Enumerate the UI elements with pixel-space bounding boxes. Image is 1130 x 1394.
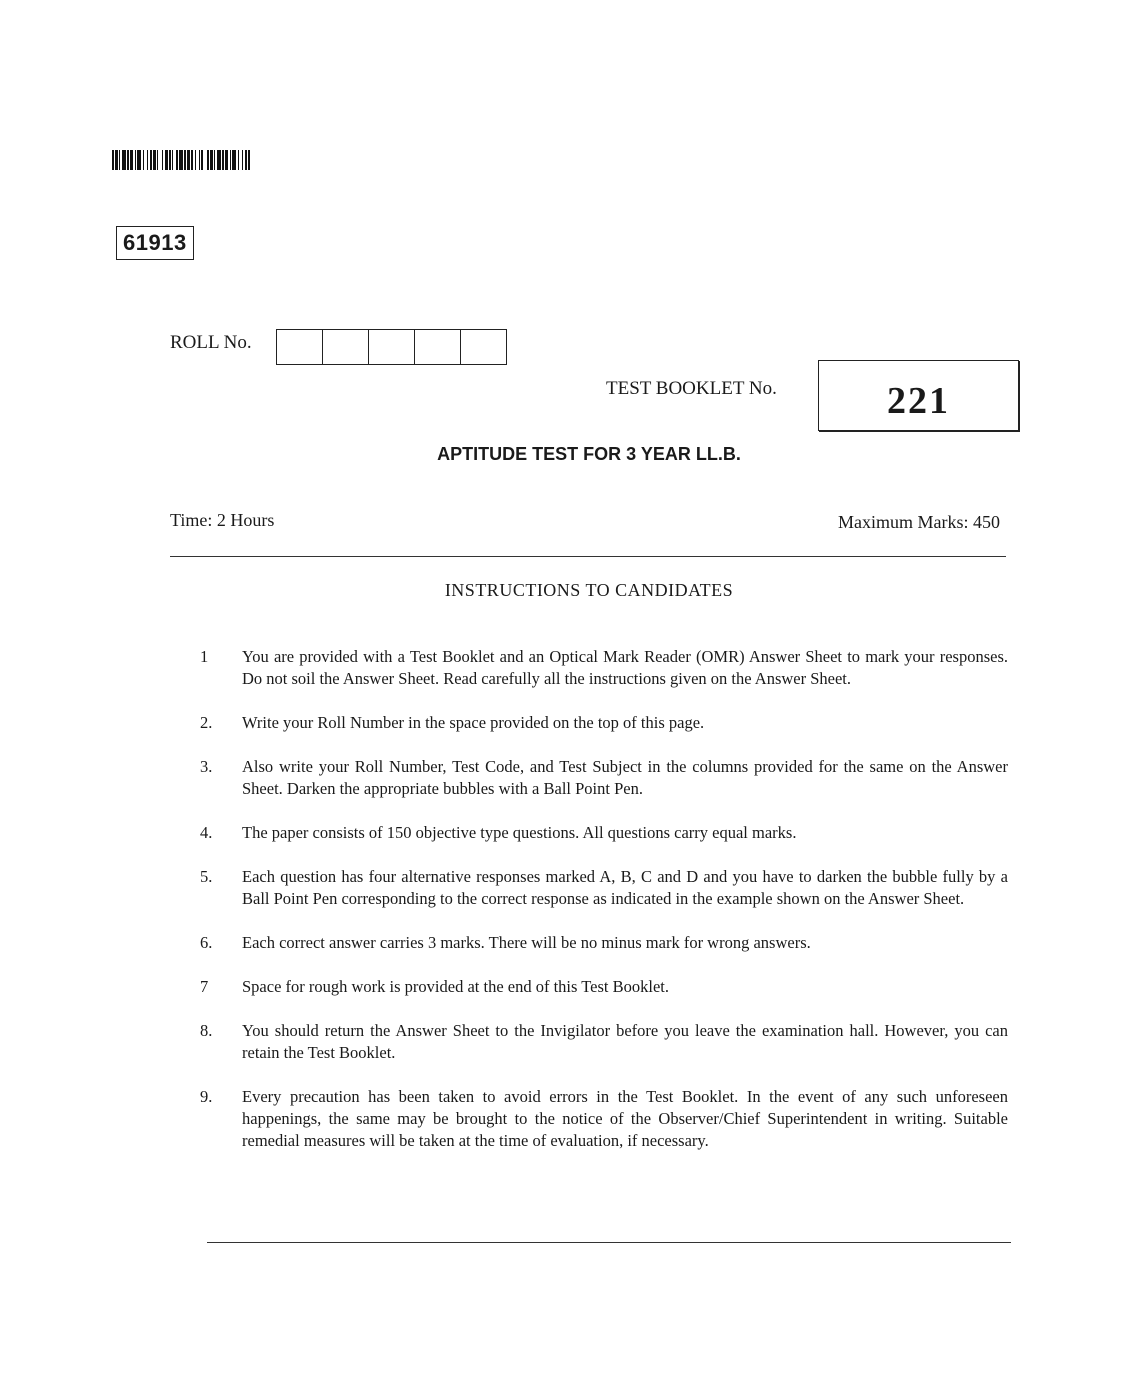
instruction-text: The paper consists of 150 objective type questions. All questions carry equal marks. xyxy=(242,823,797,842)
instruction-number: 9. xyxy=(200,1087,213,1106)
time-allowed: Time: 2 Hours xyxy=(170,510,275,530)
instructions-heading: INSTRUCTIONS TO CANDIDATES xyxy=(444,580,734,600)
test-booklet-label: TEST BOOKLET No. xyxy=(606,378,777,399)
test-booklet-number: 221 xyxy=(887,379,950,422)
divider-bottom xyxy=(207,1242,1011,1243)
instruction-item xyxy=(200,712,1008,734)
instruction-text: Write your Roll Number in the space provided on the top of this page. xyxy=(242,713,705,732)
instruction-item xyxy=(200,866,1008,910)
instruction-text: You are provided with a Test Booklet and an Optical Mark Reader (OMR) Answer Sheet to mark your responses. Do not soil the Answer Sheet. Read carefully all the instructions given on the Answer Sheet. xyxy=(242,647,1008,688)
roll-number-box[interactable] xyxy=(415,330,461,364)
instruction-text: Space for rough work is provided at the end of this Test Booklet. xyxy=(242,977,670,996)
maximum-marks: Maximum Marks: 450 xyxy=(838,512,1000,532)
instruction-number: 5. xyxy=(200,867,213,886)
instruction-text: Also write your Roll Number, Test Code, and Test Subject in the columns provided for the same on the Answer Sheet. Darken the appropriate bubbles with a Ball Point Pen. xyxy=(242,757,1008,798)
instruction-item xyxy=(200,932,1008,954)
instruction-item xyxy=(200,976,1008,998)
roll-number-box[interactable] xyxy=(369,330,415,364)
instruction-number: 4. xyxy=(200,823,213,842)
instruction-number: 2. xyxy=(200,713,213,732)
instruction-number: 1 xyxy=(200,647,209,666)
instruction-item xyxy=(200,756,1008,800)
roll-number-boxes xyxy=(276,329,507,365)
instruction-text: You should return the Answer Sheet to the Invigilator before you leave the examination hall. However, you can retain the Test Booklet. xyxy=(242,1021,1008,1062)
instruction-text: Each correct answer carries 3 marks. There will be no minus mark for wrong answers. xyxy=(242,933,811,952)
instruction-item xyxy=(200,646,1008,690)
instruction-item xyxy=(200,822,1008,844)
booklet-code-box xyxy=(116,226,194,260)
test-booklet-number-box xyxy=(818,360,1019,431)
divider-top xyxy=(170,556,1006,557)
instruction-text: Every precaution has been taken to avoid errors in the Test Booklet. In the event of any such unforeseen happenings, the same may be brought to the notice of the Observer/Chief Superintendent in writing. Suitable remedial measures will be taken at the time of evaluation, if necessary. xyxy=(242,1087,1008,1150)
instruction-text: Each question has four alternative responses marked A, B, C and D and you have to darken the bubble fully by a Ball Point Pen corresponding to the correct response as indicated in the example shown on the Answer Sheet. xyxy=(242,867,1008,908)
roll-number-label: ROLL No. xyxy=(170,332,252,353)
instructions-list xyxy=(200,646,1008,1152)
barcode xyxy=(112,150,250,170)
instruction-item xyxy=(200,1020,1008,1064)
roll-number-box[interactable] xyxy=(277,330,323,364)
instruction-item xyxy=(200,1086,1008,1152)
instruction-number: 7 xyxy=(200,977,209,996)
instruction-number: 6. xyxy=(200,933,213,952)
booklet-code: 61913 xyxy=(123,230,187,255)
instruction-number: 3. xyxy=(200,757,213,776)
instruction-number: 8. xyxy=(200,1021,213,1040)
roll-number-box[interactable] xyxy=(461,330,506,364)
roll-number-box[interactable] xyxy=(323,330,369,364)
test-title: APTITUDE TEST FOR 3 YEAR LL.B. xyxy=(437,444,741,464)
